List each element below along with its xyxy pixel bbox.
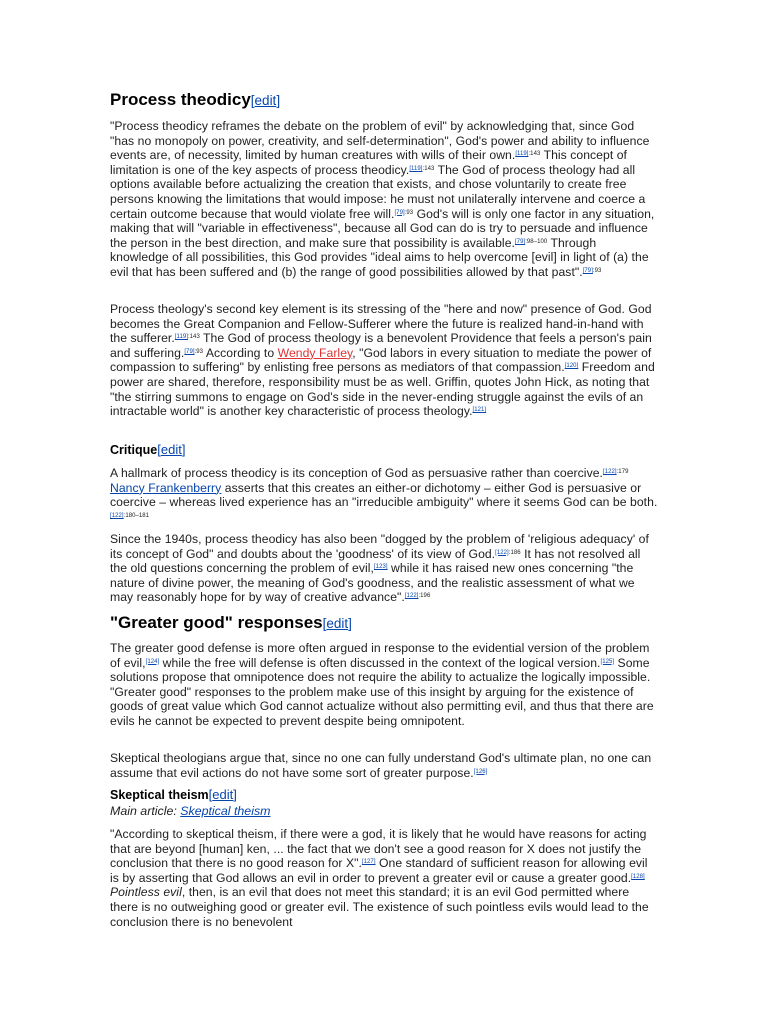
edit-section-link: [edit]	[322, 616, 352, 631]
edit-link[interactable]: edit	[160, 442, 182, 457]
edit-section-link: [edit]	[208, 787, 237, 802]
citation: [122]:180–181	[110, 512, 150, 519]
heading-title: "Greater good" responses	[110, 613, 323, 632]
citation: [121]	[472, 407, 487, 414]
citation: [119]:143	[409, 165, 435, 172]
citation: [120]	[564, 363, 579, 370]
citation: [127]	[361, 859, 376, 866]
edit-link[interactable]: edit	[326, 616, 349, 631]
heading-skeptical-theism: Skeptical theism[edit]	[110, 787, 237, 802]
citation: [124]	[145, 658, 160, 665]
main-article-link[interactable]: Skeptical theism	[180, 804, 271, 818]
edit-link[interactable]: edit	[212, 787, 234, 802]
heading-title: Process theodicy	[110, 90, 251, 109]
citation: [119]:143	[174, 334, 200, 341]
paragraph: "Process theodicy reframes the debate on the problem of evil" by acknowledging that, since God "has no monopoly on power, creativity, and self-determination", God's power and ability to influence events are, of necessity, limited by human creatures with wills of their own.$^{[119]:143}$ This concept of limitation is one of the key aspects of process theodicy.$^{[119]:143}$ The God of process theology had all options available before actualizing the creation that exists, and chose voluntarily to create free persons knowing the limitations that would impose: he must not unilaterally intervene and coerce a certain outcome because that would violate free will.$^{[79]:93}$ God's will is only one factor in any situation, making that will "variable in effectiveness", because all God can do is try to persuade and influence the person in the best direction, and make sure that possibility is available.$^{[79]:98-100}$ Through knowledge of all possibilities, this God provides "ideal aims to help overcome [evil] in light of (a) the evil that has been suffered and (b) the range of good possibilities allowed by that past".$^{[79]:93}$	[110, 119, 655, 279]
citation: [79]:98–100	[514, 238, 548, 245]
citation: [79]:93	[394, 209, 414, 216]
heading-process-theodicy	[110, 90, 280, 110]
edit-section-link: [edit]	[250, 93, 281, 108]
citation: [126]	[473, 768, 488, 775]
citation: [128]	[631, 873, 645, 880]
heading-critique: Critique[edit]	[110, 442, 186, 457]
citation: [125]	[600, 658, 615, 665]
citation: [79]:93	[184, 348, 204, 355]
citation: [122]:186	[495, 549, 521, 556]
citation: [122]:179	[602, 469, 629, 475]
heading-greater-good	[110, 613, 352, 633]
wendy-farley-link[interactable]: Wendy Farley	[277, 345, 353, 360]
citation: [119]:143	[515, 151, 541, 158]
paragraph: Skeptical theologians argue that, since no one can fully understand God's ultimate plan, no one can assume that evil actions do not have some sort of greater purpose.[126]	[110, 751, 652, 780]
edit-section-link: [edit]	[157, 442, 186, 457]
citation: [123]	[373, 564, 388, 571]
paragraph: "According to skeptical theism, if there were a god, it is likely that he would have reasons for acting that are beyond [human] ken, ... the fact that we don't see a good reason for X does not justify the conclusion that there is no good reason for X".[127] One standard of sufficient reason for allowing evil is by asserting that God allows an evil in order to prevent a greater evil or cause a greater good.[128] Pointless evil, then, is an evil that does not meet this standard; it is an evil God permitted where there is no outweighing good or greater evil. The existence of such pointless evils would lead to the conclusion there is no benevolent	[110, 827, 649, 929]
edit-link[interactable]: edit	[254, 93, 277, 108]
paragraph: The greater good defense is more often argued in response to the evidential version of the problem of evil,[124] while the free will defense is often discussed in the context of the logical version.[125] Some solutions propose that omnipotence does not require the ability to actualize the logically impossible. "Greater good" responses to the problem make use of this insight by arguing for the existence of goods of great value which God cannot actualize without also permitting evil, and thus that there are evils he cannot be expected to prevent despite being omnipotent.	[110, 641, 654, 728]
paragraph: Since the 1940s, process theodicy has also been "dogged by the problem of 'religious adequacy' of its concept of God" and doubts about the 'goodness' of its view of God.$^{[122]:186}$ It has not resolved all the old questions concerning the problem of evil,[123] while it has raised new ones concerning "the nature of divine power, the meaning of God's goodness, and the realistic assessment of what we may reasonably hope for by way of creative advance".$^{[122]:196}$	[110, 532, 649, 605]
main-article-hatnote: Main article: Skeptical theism	[110, 804, 271, 818]
paragraph: A hallmark of process theodicy is its conception of God as persuasive rather than coercive.$^{[122]:179}$ Nancy Frankenberry asserts that this creates an either-or dichotomy – either God is persuasive or coercive – whereas lived experience has an "irreducible ambiguity" where it seems God can be both.$^{[122]:180-181}$	[110, 466, 658, 519]
citation: [122]:196	[404, 593, 431, 600]
citation: [79]:93	[582, 267, 602, 274]
nancy-frankenberry-link[interactable]: Nancy Frankenberry	[110, 480, 222, 495]
emphasis: Pointless evil	[110, 885, 182, 900]
paragraph: Process theology's second key element is its stressing of the "here and now" presence of God. God becomes the Great Companion and Fellow-Sufferer where the future is realized hand-in-hand with the sufferer.$^{[119]:143}$ The God of process theology is a benevolent Providence that feels a person's pain and suffering.$^{[79]:93}$ According to Wendy Farley, "God labors in every situation to mediate the power of compassion to suffering" by enlisting free persons as mediators of that compassion.[120] Freedom and power are shared, therefore, responsibility must be as well. Griffin, quotes John Hick, as noting that "the stirring summons to engage on God's side in the never-ending struggle against the evils of an intractable world" is another key characteristic of process theology.[121]	[110, 302, 655, 419]
